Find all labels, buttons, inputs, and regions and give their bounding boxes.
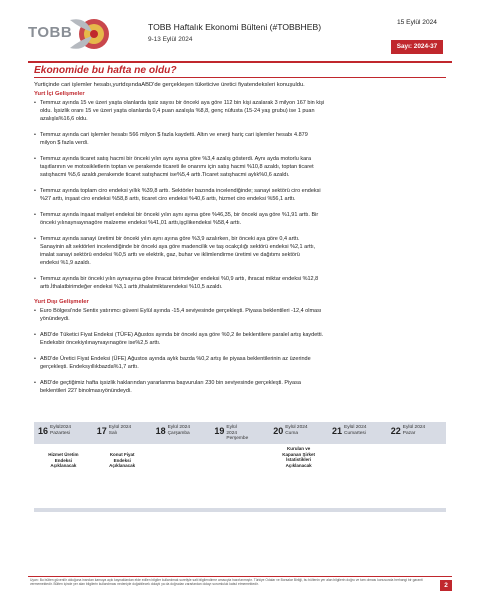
page-number: 2 [440,580,452,591]
day-year: 2024 [226,430,238,436]
day-number: 22 [390,426,401,436]
day-number: 21 [332,426,343,436]
header-divider [28,61,452,63]
tobb-logo [28,14,138,54]
section-heading: Ekonomide bu hafta ne oldu? [34,64,446,78]
day-number: 17 [96,426,107,436]
logo-text: TOBB [28,24,73,41]
list-item: • ABD'de Tüketici Fiyat Endeksi (TÜFE) Ağustos ayında bir önceki aya göre %0,2 ile beklentilere paralel artış kaydetti. Endeksbir öncekiyılınaynıayınagöre ise%2,5 arttı. [34,331,446,347]
calendar-day-18 [152,422,211,444]
page-header [0,0,480,62]
tobb-emblem-icon [66,14,112,54]
issue-badge: Sayı: 2024-37 [391,40,443,54]
day-name: Salı [108,430,118,436]
calendar-footer-bar [34,508,446,512]
domestic-list [34,99,446,291]
calendar-day-17 [93,422,152,444]
bulletin-week: 9-13 Eylül 2024 [148,36,193,43]
day-number: 18 [155,426,166,436]
list-item: • Temmuz ayında ticaret satış hacmi bir önceki yılın aynı ayına göre %3,4 azalış gösterdi. Aynı ayda motorlu kara taşıtlarının ve motosikletlerin toptan ve perakende ticareti ile onarımı için satış hacmi %10,8 azaldı, toptan ticaret satışhacmi %5,6 azaldı,perakende ticaret satışhacmi ise%5,4 arttı.Ticaret satışhacmi aylık%0,6 azaldı. [34,155,446,179]
calendar-day-19 [210,422,269,444]
calendar-day-22 [387,422,446,444]
footer-divider [28,576,452,577]
bulletin-date: 15 Eylül 2024 [397,19,437,26]
day-date: Eylül [226,425,237,430]
day-number: 19 [214,426,225,436]
day-date: Eylül2024 [50,425,72,430]
domestic-heading: Yurt İçi Gelişmeler [34,91,85,97]
day-date: Eylül 2024 [285,425,308,430]
list-item: • Temmuz ayında sanayi üretimi bir önceki yılın aynı ayına göre %3,9 azalırken, bir önceki aya göre 0,4 arttı. Sanayinin alt sektörleri incelendiğinde bir önceki aya göre madencilik ve taş ocakçılığı sektörü endeksi %2,1 arttı, imalat sanayi sektörü endeksi %0,5 arttı ve elektrik, gaz, buhar ve iklimlendirme üretimi ve dağıtımı sektörü endeksi %1,9 azaldı. [34,235,446,267]
list-item: • Temmuz ayında inşaat maliyet endeksi bir önceki yılın aynı ayına göre %46,35, bir önceki aya göre %1,91 arttı. Bir önceki yılınaynıayınagöre malzeme endeksi %41,01 arttı,işçilikendeksi %58,4 arttı. [34,211,446,227]
disclaimer: Uyarı: Bu bülten güvenilir olduğuna inanılan kamuya açık kaynaklardan elde edilen bilgiler kullanılmak suretiyle salt bilgilendirme amacıyla hazırlanmıştır. Türkiye Odalar ve Borsalar Birliği, bu bültenin yer alan bilgilerin doğru ve tam olması konusunda herhangi bir garanti vermemektedir. Bülten içinde yer alan bilgilerin kullanılması nedeniyle doğabilecek dolaylı ya da doğrudan zararlardan dolayı sorumluluk kabul etmemektedir. [30,578,423,587]
list-item: • Euro Bölgesi'nde Sentix yatırımcı güveni Eylül ayında -15,4 seviyesinde gerçekleşti. Piyasa beklentileri -12,4 olması yönündeydi. [34,307,446,323]
list-item: • Temmuz ayında 15 ve üzeri yaşta olanlarda işsiz sayısı bir önceki aya göre 112 bin kişi azalarak 3 milyon 167 bin kişi oldu. İşsizlik oranı 15 ve üzeri yaşta olanlarda 0,4 puan azalışla %8,8, genç nüfusta (15-24 yaş grubu) ise 1 puan azalışla%16,6 oldu. [34,99,446,123]
calendar-day-16 [34,422,93,444]
day-name: Cumartesi [344,430,366,436]
list-item: • Temmuz ayında cari işlemler hesabı 566 milyon $ fazla kaydetti. Altın ve enerji hariç cari işlemler hesabı 4.879 milyon $ fazla verdi. [34,131,446,147]
day-date: Eylül 2024 [402,425,426,430]
day-name: Pazartesi [50,430,70,436]
calendar-event-17: Konut Fiyat Endeksi Açıklanacak [109,452,136,469]
day-name: Pazar [402,430,416,436]
day-number: 16 [38,426,49,436]
foreign-heading: Yurt Dışı Gelişmeler [34,299,89,305]
day-name: Perşembe [226,436,249,442]
foreign-list [34,307,446,395]
list-item: • Temmuz ayında toplam ciro endeksi yıllık %39,8 arttı. Sektörler bazında incelendiğinde; sanayi sektörü ciro endeksi %27 arttı, inşaat ciro endeksi %58,8 arttı, ticaret ciro endeksi %40,6 arttı, hizmet ciro endeksi %56,1 arttı. [34,187,446,203]
list-item: • ABD'de geçtiğimiz hafta işsizlik haklarından yararlanma başvuruları 230 bin seviyesinde gerçekleşti. Piyasa beklentileri 227 binolmasıyönündeydi. [34,379,446,395]
main-content [34,64,446,395]
day-name: Çarşamba [167,430,190,436]
day-date: Eylül 2024 [344,425,367,430]
day-date: Eylül 2024 [167,425,190,430]
day-date: Eylül 2024 [108,425,132,430]
weekly-calendar [34,422,446,520]
list-item: • ABD'de Üretici Fiyat Endeksi (ÜFE) Ağustos ayında aylık bazda %0,2 artış ile piyasa beklentilerinin az üzerinde gerçekleşti. Endeksyıllıkbazda%1,7 arttı. [34,355,446,371]
calendar-event-20: Kurulan ve Kapanan Şirket İstatistikleri Açıklanacak [282,446,315,468]
intro-text: Yurtiçinde cari işlemler hesabı,yurtdışındaABD'de gerçekleşen tüketicive üretici fiyatendeksleri konuşuldu. [34,82,305,88]
list-item: • Temmuz ayında bir önceki yılın aynıayına göre ihracat birimdeğer endeksi %0,9 arttı, ihracat miktar endeksi %12,8 arttı.İthalatbirimdeğer endeksi %3,1 arttı,ithalatmiktarendeksi %10,5 azaldı. [34,275,446,291]
day-number: 20 [273,426,284,436]
bulletin-title: TOBB Haftalık Ekonomi Bülteni (#TOBBHEB) [148,22,322,32]
calendar-day-21 [328,422,387,444]
calendar-event-16: Hizmet Üretim Endeksi Açıklanacak [48,452,79,469]
day-name: Cuma [285,430,298,436]
calendar-day-20 [269,422,328,444]
